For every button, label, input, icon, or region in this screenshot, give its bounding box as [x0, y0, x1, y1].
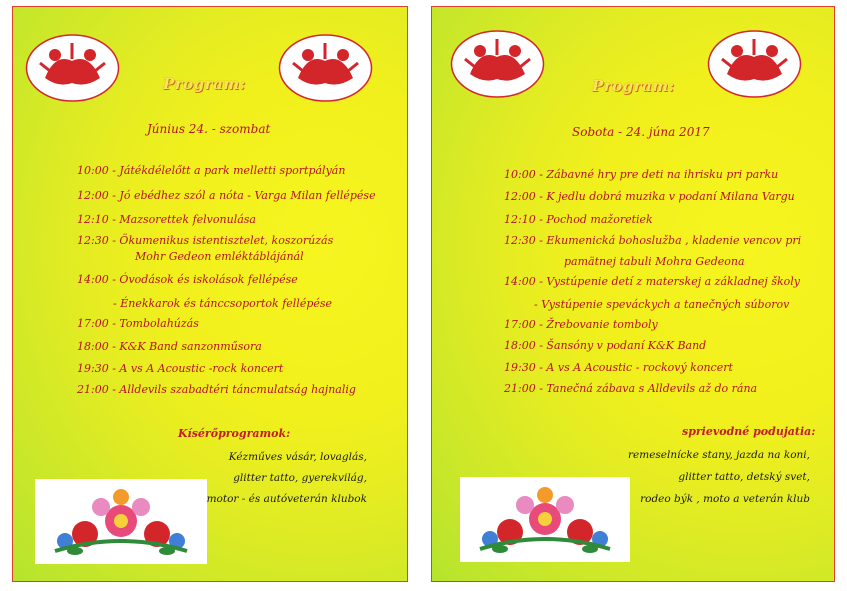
- schedule-row: 12:10 - Pochod mažoretiek: [504, 213, 653, 226]
- side-program-line: Kézműves vásár, lovaglás,: [228, 451, 367, 463]
- schedule-row: pamätnej tabuli Mohra Gedeona: [564, 255, 745, 268]
- slovak-program-panel: [431, 6, 835, 582]
- schedule-row: 17:00 - Žrebovanie tomboly: [504, 318, 658, 331]
- schedule-row: 14:00 - Vystúpenie detí z materskej a základnej školy: [504, 275, 800, 288]
- schedule-row: - Vystúpenie speváckych a tanečných súborov: [534, 298, 790, 311]
- folk-floral-ornament: [35, 479, 207, 564]
- program-title: Program:: [592, 77, 675, 95]
- side-program-line: rodeo býk , moto a veterán klub: [640, 493, 810, 505]
- folk-birds-ornament-left: [450, 29, 545, 99]
- side-program-line: glitter tatto, detský svet,: [678, 471, 810, 483]
- schedule-row: 12:00 - K jedlu dobrá muzika v podaní Milana Vargu: [504, 190, 795, 203]
- schedule-row: 17:00 - Tombolahúzás: [77, 317, 199, 330]
- schedule-row: 19:30 - A vs A Acoustic - rockový koncert: [504, 361, 733, 374]
- schedule-row: 10:00 - Zábavné hry pre deti na ihrisku pri parku: [504, 168, 779, 181]
- program-title: Program:: [163, 75, 246, 93]
- folk-birds-ornament-right: [278, 33, 373, 103]
- schedule-row: 19:30 - A vs A Acoustic -rock koncert: [77, 362, 284, 375]
- folk-floral-ornament: [460, 477, 630, 562]
- schedule-row: 21:00 - Tanečná zábava s Alldevils až do rána: [504, 382, 758, 395]
- schedule-row: 12:00 - Jó ebédhez szól a nóta - Varga Milan fellépése: [77, 189, 376, 202]
- hungarian-program-panel: [12, 6, 408, 582]
- program-date: Sobota - 24. júna 2017: [572, 125, 710, 139]
- schedule-row: 10:00 - Játékdélelőtt a park melletti sportpályán: [77, 164, 346, 177]
- folk-birds-ornament-left: [25, 33, 120, 103]
- side-program-line: glitter tatto, gyerekvilág,: [233, 472, 367, 484]
- schedule-row: - Énekkarok és tánccsoportok fellépése: [113, 297, 333, 310]
- side-programs-title: Kísérőprogramok:: [178, 427, 291, 440]
- schedule-row: 12:30 - Ekumenická bohoslužba , kladenie vencov pri: [504, 234, 802, 247]
- side-program-line: motor - és autóveterán klubok: [206, 493, 367, 505]
- schedule-row: 12:10 - Mazsorettek felvonulása: [77, 213, 256, 226]
- schedule-row: 14:00 - Óvodások és iskolások fellépése: [77, 273, 298, 286]
- schedule-row: Mohr Gedeon emléktáblájánál: [135, 250, 304, 263]
- side-program-line: remeselnícke stany, jazda na koni,: [628, 449, 810, 461]
- folk-birds-ornament-right: [707, 29, 802, 99]
- schedule-row: 18:00 - Šansóny v podaní K&K Band: [504, 339, 707, 352]
- schedule-row: 21:00 - Alldevils szabadtéri táncmulatság hajnalig: [77, 383, 356, 396]
- program-date: Június 24. - szombat: [147, 122, 271, 136]
- side-programs-title: sprievodné podujatia:: [682, 425, 816, 438]
- schedule-row: 18:00 - K&K Band sanzonműsora: [77, 340, 262, 353]
- schedule-row: 12:30 - Ökumenikus istentisztelet, koszorúzás: [77, 234, 334, 247]
